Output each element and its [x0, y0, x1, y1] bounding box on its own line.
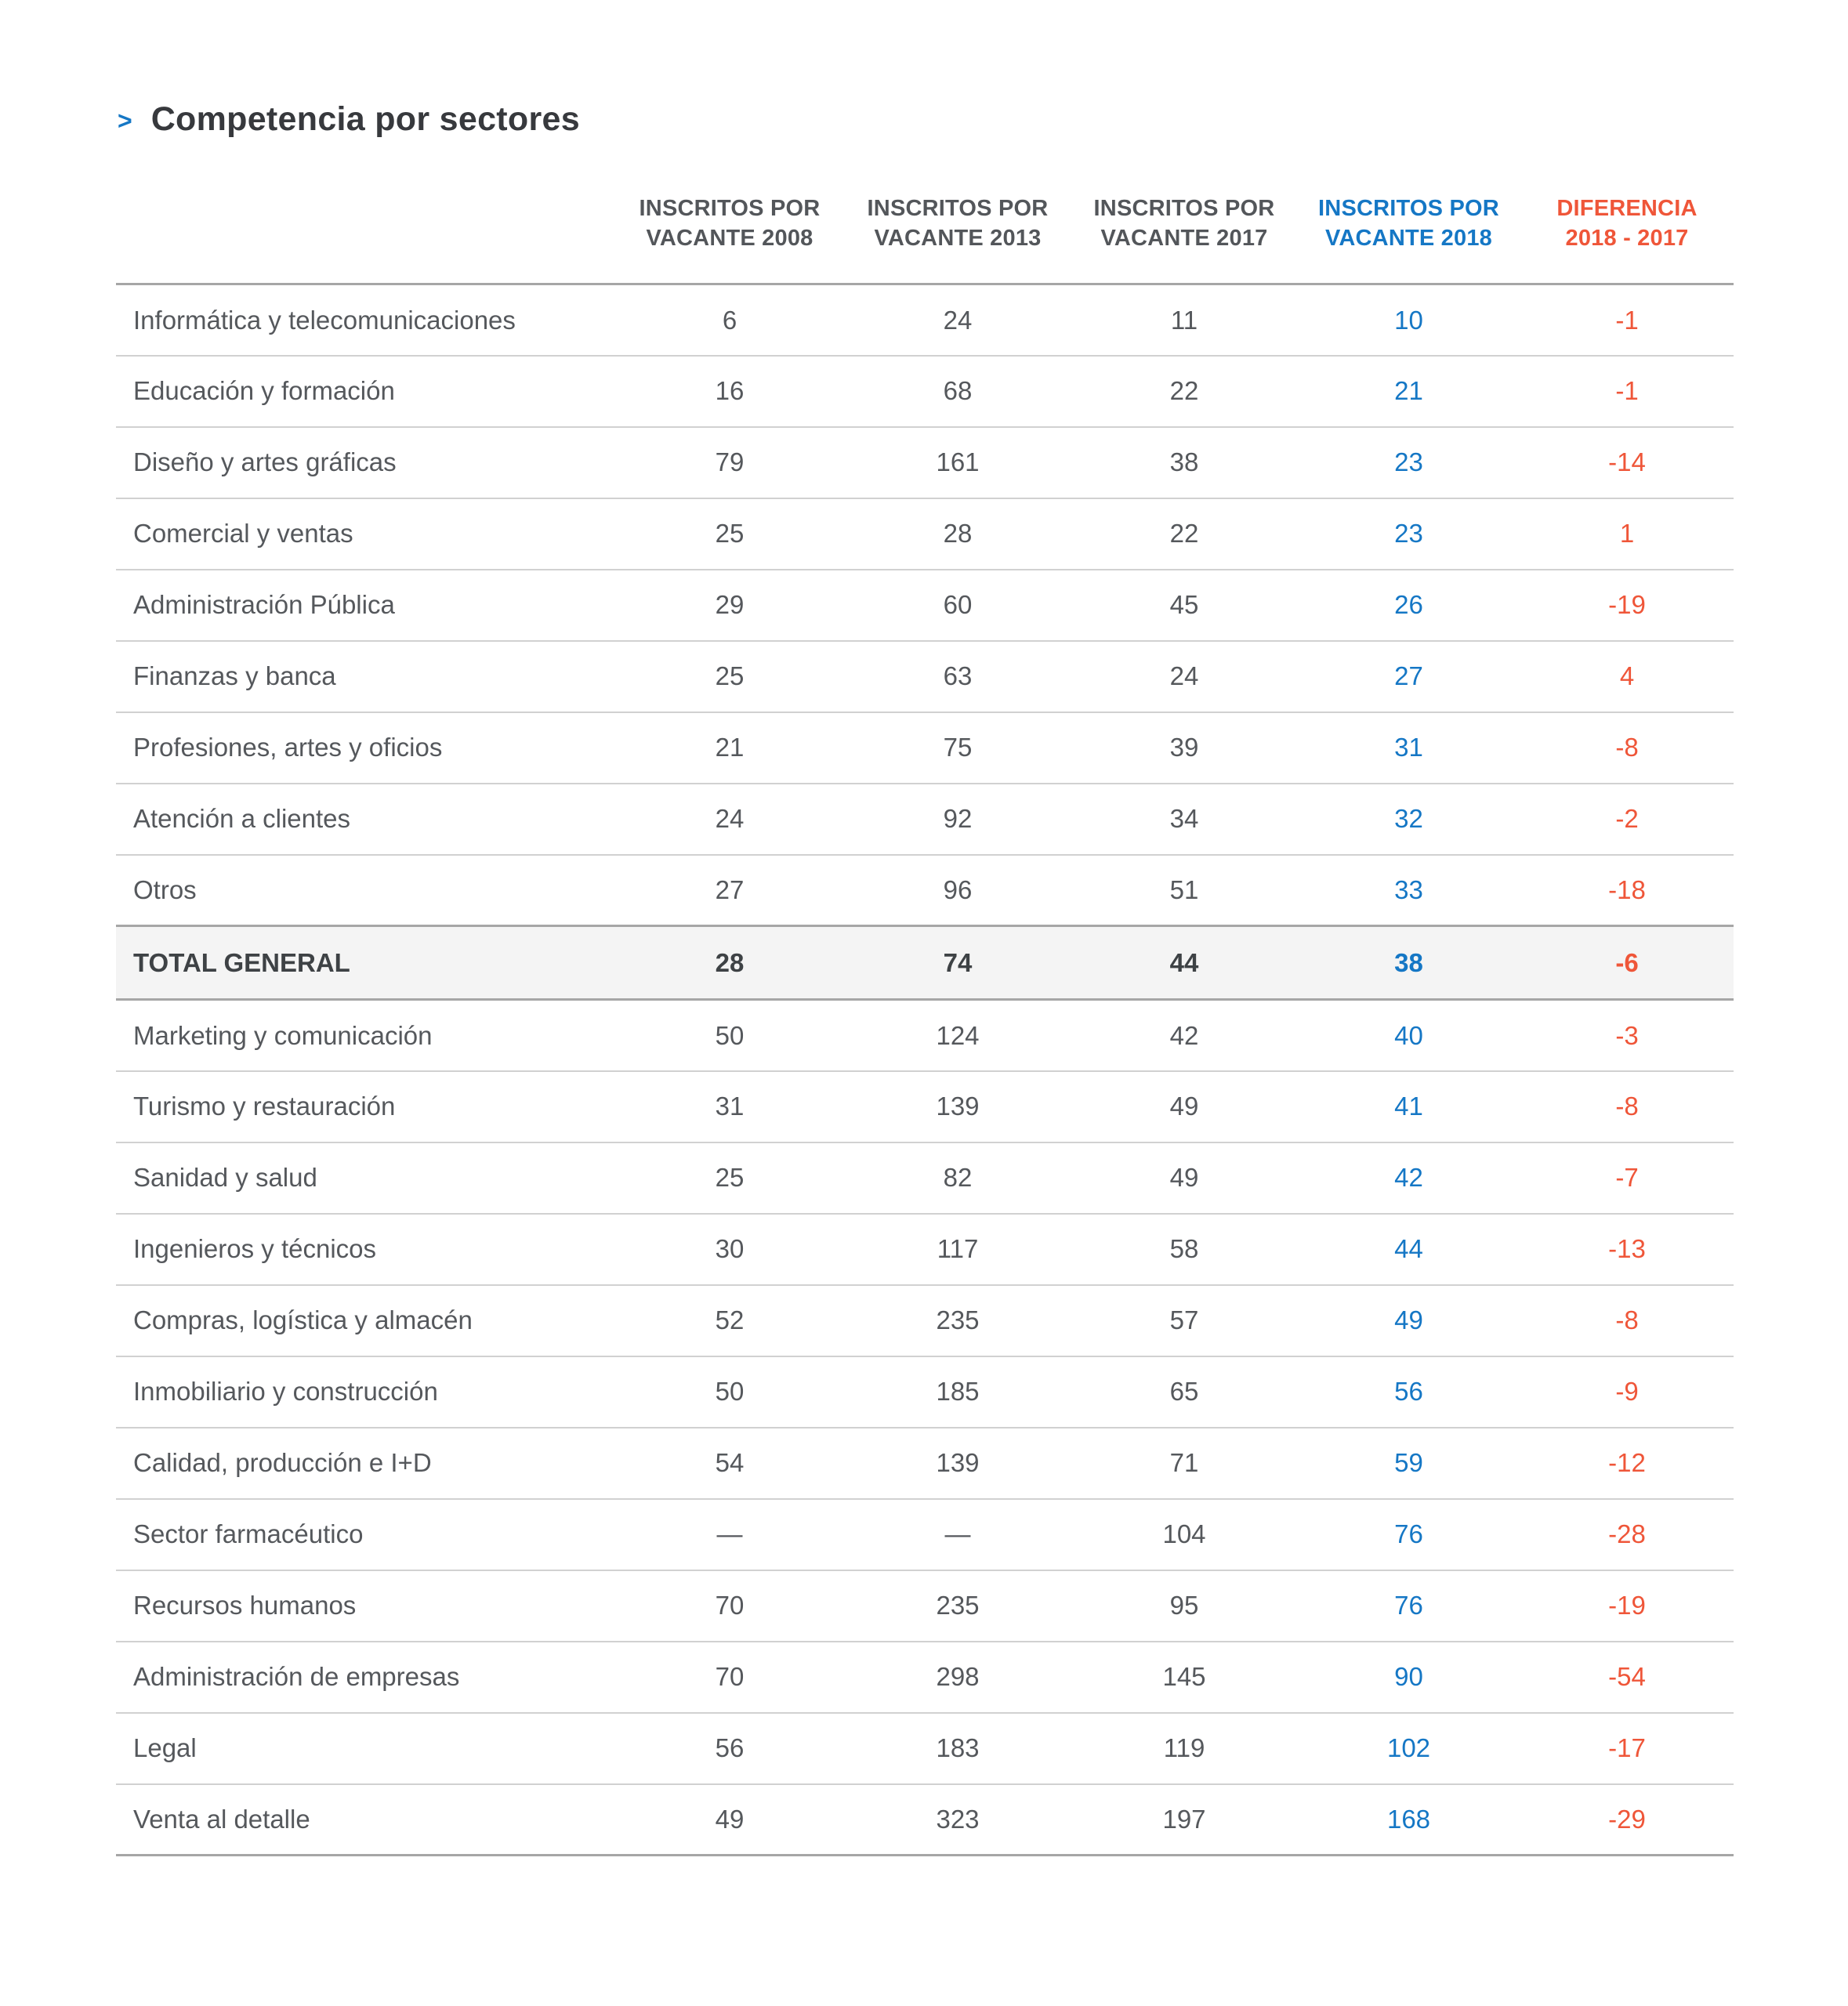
value-2018: 23	[1297, 427, 1520, 498]
table-row	[116, 1142, 1734, 1214]
value-2008: 31	[615, 1071, 844, 1142]
value-2017: 22	[1071, 356, 1297, 427]
value-2008: 49	[615, 1784, 844, 1856]
value-2013: 298	[844, 1642, 1071, 1713]
value-diferencia: -12	[1520, 1428, 1734, 1499]
col-header-diferencia: DIFERENCIA 2018 - 2017	[1520, 194, 1734, 284]
sector-label: Marketing y comunicación	[116, 1000, 615, 1071]
value-2018: 21	[1297, 356, 1520, 427]
value-2018: 41	[1297, 1071, 1520, 1142]
value-2013: 74	[844, 926, 1071, 1000]
table-row	[116, 1356, 1734, 1428]
value-2008: 28	[615, 926, 844, 1000]
sector-label: Sanidad y salud	[116, 1142, 615, 1214]
value-2008: 79	[615, 427, 844, 498]
value-diferencia: -54	[1520, 1642, 1734, 1713]
table-row	[116, 1499, 1734, 1570]
sector-label: Otros	[116, 855, 615, 926]
value-2017: 44	[1071, 926, 1297, 1000]
table-row	[116, 712, 1734, 784]
value-diferencia: -7	[1520, 1142, 1734, 1214]
value-diferencia: -8	[1520, 1285, 1734, 1356]
sector-label: Educación y formación	[116, 356, 615, 427]
table-row	[116, 498, 1734, 570]
value-2018: 26	[1297, 570, 1520, 641]
value-2008: 27	[615, 855, 844, 926]
value-2018: 102	[1297, 1713, 1520, 1784]
value-2013: 60	[844, 570, 1071, 641]
value-2008: 25	[615, 498, 844, 570]
value-diferencia: -3	[1520, 1000, 1734, 1071]
sector-label: Ingenieros y técnicos	[116, 1214, 615, 1285]
value-2018: 168	[1297, 1784, 1520, 1856]
sector-label: Finanzas y banca	[116, 641, 615, 712]
sector-label: Administración de empresas	[116, 1642, 615, 1713]
value-2017: 49	[1071, 1071, 1297, 1142]
value-diferencia: -9	[1520, 1356, 1734, 1428]
value-2008: 56	[615, 1713, 844, 1784]
value-diferencia: -19	[1520, 570, 1734, 641]
value-2017: 51	[1071, 855, 1297, 926]
table-row	[116, 1570, 1734, 1642]
col-header-2008: INSCRITOS POR VACANTE 2008	[615, 194, 844, 284]
table-row	[116, 641, 1734, 712]
table-row	[116, 570, 1734, 641]
value-2018: 44	[1297, 1214, 1520, 1285]
value-2008: 24	[615, 784, 844, 855]
table-row	[116, 427, 1734, 498]
value-2013: 185	[844, 1356, 1071, 1428]
value-2008: 50	[615, 1000, 844, 1071]
value-2013: 96	[844, 855, 1071, 926]
value-diferencia: 1	[1520, 498, 1734, 570]
value-2008: 21	[615, 712, 844, 784]
value-diferencia: -28	[1520, 1499, 1734, 1570]
value-2018: 40	[1297, 1000, 1520, 1071]
value-2008: 52	[615, 1285, 844, 1356]
value-diferencia: 4	[1520, 641, 1734, 712]
table-row	[116, 284, 1734, 356]
value-2013: 75	[844, 712, 1071, 784]
sector-label: Sector farmacéutico	[116, 1499, 615, 1570]
value-2017: 95	[1071, 1570, 1297, 1642]
value-2018: 49	[1297, 1285, 1520, 1356]
value-diferencia: -17	[1520, 1713, 1734, 1784]
value-diferencia: -1	[1520, 284, 1734, 356]
table-row	[116, 1000, 1734, 1071]
value-2017: 197	[1071, 1784, 1297, 1856]
value-2017: 71	[1071, 1428, 1297, 1499]
value-2013: 139	[844, 1071, 1071, 1142]
value-2013: 183	[844, 1713, 1071, 1784]
sector-label: Legal	[116, 1713, 615, 1784]
value-2008: 50	[615, 1356, 844, 1428]
sector-label: Profesiones, artes y oficios	[116, 712, 615, 784]
table-row	[116, 855, 1734, 926]
sector-label: Calidad, producción e I+D	[116, 1428, 615, 1499]
value-2013: 161	[844, 427, 1071, 498]
value-2013: —	[844, 1499, 1071, 1570]
value-2017: 24	[1071, 641, 1297, 712]
table-row	[116, 784, 1734, 855]
value-2013: 117	[844, 1214, 1071, 1285]
value-2017: 38	[1071, 427, 1297, 498]
value-2008: 70	[615, 1642, 844, 1713]
table-row	[116, 1285, 1734, 1356]
col-header-2017: INSCRITOS POR VACANTE 2017	[1071, 194, 1297, 284]
value-2018: 76	[1297, 1570, 1520, 1642]
table-row	[116, 926, 1734, 1000]
value-2013: 235	[844, 1285, 1071, 1356]
value-2017: 45	[1071, 570, 1297, 641]
table-row	[116, 1428, 1734, 1499]
sector-label: Informática y telecomunicaciones	[116, 284, 615, 356]
value-diferencia: -1	[1520, 356, 1734, 427]
value-2018: 38	[1297, 926, 1520, 1000]
value-2013: 63	[844, 641, 1071, 712]
value-2008: 70	[615, 1570, 844, 1642]
col-header-2018: INSCRITOS POR VACANTE 2018	[1297, 194, 1520, 284]
value-2017: 49	[1071, 1142, 1297, 1214]
table-row	[116, 1784, 1734, 1856]
sector-label: Inmobiliario y construcción	[116, 1356, 615, 1428]
value-diferencia: -18	[1520, 855, 1734, 926]
value-2008: 16	[615, 356, 844, 427]
value-2008: 54	[615, 1428, 844, 1499]
value-2013: 235	[844, 1570, 1071, 1642]
value-2017: 58	[1071, 1214, 1297, 1285]
value-2017: 22	[1071, 498, 1297, 570]
sector-label: Venta al detalle	[116, 1784, 615, 1856]
value-2013: 82	[844, 1142, 1071, 1214]
value-2008: —	[615, 1499, 844, 1570]
value-2008: 29	[615, 570, 844, 641]
value-2017: 11	[1071, 284, 1297, 356]
table-row	[116, 356, 1734, 427]
value-2018: 10	[1297, 284, 1520, 356]
value-diferencia: -8	[1520, 1071, 1734, 1142]
value-2018: 23	[1297, 498, 1520, 570]
value-2018: 33	[1297, 855, 1520, 926]
value-diferencia: -8	[1520, 712, 1734, 784]
table-row	[116, 1214, 1734, 1285]
value-diferencia: -6	[1520, 926, 1734, 1000]
value-2018: 31	[1297, 712, 1520, 784]
value-2008: 6	[615, 284, 844, 356]
value-2017: 39	[1071, 712, 1297, 784]
value-2013: 323	[844, 1784, 1071, 1856]
chevron-right-icon: >	[118, 107, 132, 135]
value-2017: 104	[1071, 1499, 1297, 1570]
value-diferencia: -19	[1520, 1570, 1734, 1642]
sector-label: Turismo y restauración	[116, 1071, 615, 1142]
value-2018: 76	[1297, 1499, 1520, 1570]
table-row	[116, 1713, 1734, 1784]
sector-label: TOTAL GENERAL	[116, 926, 615, 1000]
value-2018: 42	[1297, 1142, 1520, 1214]
competencia-table	[116, 194, 1734, 1856]
value-2017: 145	[1071, 1642, 1297, 1713]
value-2017: 57	[1071, 1285, 1297, 1356]
value-2017: 65	[1071, 1356, 1297, 1428]
sector-label: Recursos humanos	[116, 1570, 615, 1642]
table-body	[116, 284, 1734, 1856]
sector-label: Diseño y artes gráficas	[116, 427, 615, 498]
value-2008: 25	[615, 1142, 844, 1214]
value-2013: 24	[844, 284, 1071, 356]
value-2018: 90	[1297, 1642, 1520, 1713]
value-2008: 30	[615, 1214, 844, 1285]
value-2018: 56	[1297, 1356, 1520, 1428]
section-heading	[118, 100, 580, 139]
value-2013: 92	[844, 784, 1071, 855]
page-title: Competencia por sectores	[150, 100, 580, 138]
value-diferencia: -2	[1520, 784, 1734, 855]
sector-label: Comercial y ventas	[116, 498, 615, 570]
header-spacer	[116, 194, 615, 284]
table-header-row	[116, 194, 1734, 284]
value-diferencia: -29	[1520, 1784, 1734, 1856]
table-row	[116, 1071, 1734, 1142]
sector-label: Atención a clientes	[116, 784, 615, 855]
value-2013: 124	[844, 1000, 1071, 1071]
value-2018: 32	[1297, 784, 1520, 855]
value-2008: 25	[615, 641, 844, 712]
value-diferencia: -14	[1520, 427, 1734, 498]
sector-label: Administración Pública	[116, 570, 615, 641]
table-row	[116, 1642, 1734, 1713]
value-2013: 139	[844, 1428, 1071, 1499]
value-2017: 34	[1071, 784, 1297, 855]
value-2017: 42	[1071, 1000, 1297, 1071]
value-2017: 119	[1071, 1713, 1297, 1784]
value-2013: 68	[844, 356, 1071, 427]
sector-label: Compras, logística y almacén	[116, 1285, 615, 1356]
col-header-2013: INSCRITOS POR VACANTE 2013	[844, 194, 1071, 284]
value-2013: 28	[844, 498, 1071, 570]
value-2018: 27	[1297, 641, 1520, 712]
value-2018: 59	[1297, 1428, 1520, 1499]
value-diferencia: -13	[1520, 1214, 1734, 1285]
